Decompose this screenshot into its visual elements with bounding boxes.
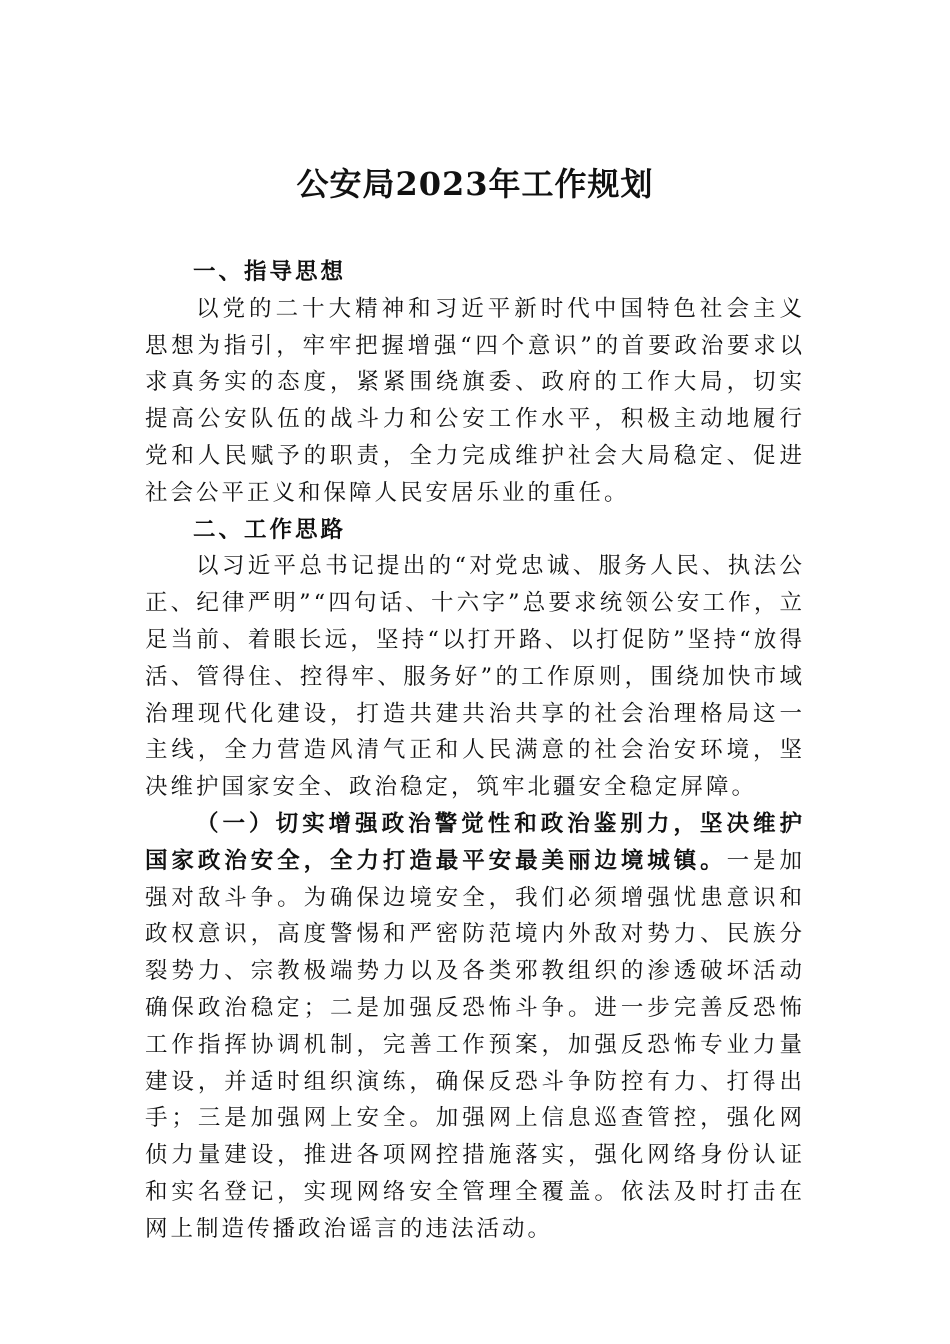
section-heading-work-approach: 二、工作思路 (193, 516, 347, 543)
document-body (145, 254, 805, 1248)
paragraph-guiding-ideology: 以党的二十大精神和习近平新时代中国特色社会主义思想为指引，牢牢把握增强“四个意识”的首要政治要求以求真务实的态度，紧紧围绕旗委、政府的工作大局，切实提高公安队伍的战斗力和公安工作水平，积极主动地履行党和人民赋予的职责，全力完成维护社会大局稳定、促进社会公平正义和保障人民安居乐业的重任。 (145, 295, 805, 506)
document-title: 公安局2023年工作规划 (296, 165, 654, 203)
paragraph-political-security (145, 806, 805, 1248)
subsection-lead-political-security: （一）切实增强政治警觉性和政治鉴别力，坚决维护国家政治安全，全力打造最平安最美丽边境城镇。 (145, 810, 805, 874)
subsection-body-political-security: 一是加强对敌斗争。为确保边境安全，我们必须增强忧患意识和政权意识，高度警惕和严密防范境内外敌对势力、民族分裂势力、宗教极端势力以及各类邪教组织的渗透破坏活动确保政治稳定；二是加强反恐怖斗争。进一步完善反恐怖工作指挥协调机制，完善工作预案，加强反恐怖专业力量建设，并适时组织演练，确保反恐斗争防控有力、打得出手；三是加强网上安全。加强网上信息巡查管控，强化网侦力量建设，推进各项网控措施落实，强化网络身份认证和实名登记，实现网络安全管理全覆盖。依法及时打击在网上制造传播政治谣言的违法活动。 (145, 847, 805, 1242)
paragraph-work-approach: 以习近平总书记提出的“对党忠诚、服务人民、执法公正、纪律严明”“四句话、十六字”总要求统领公安工作，立足当前、着眼长远，坚持“以打开路、以打促防”坚持“放得活、管得住、控得牢、服务好”的工作原则，围绕加快市域治理现代化建设，打造共建共治共享的社会治理格局这一主线，全力营造风清气正和人民满意的社会治安环境，坚决维护国家安全、政治稳定，筑牢北疆安全稳定屏障。 (145, 553, 805, 801)
section-heading-guiding-ideology: 一、指导思想 (193, 259, 347, 285)
